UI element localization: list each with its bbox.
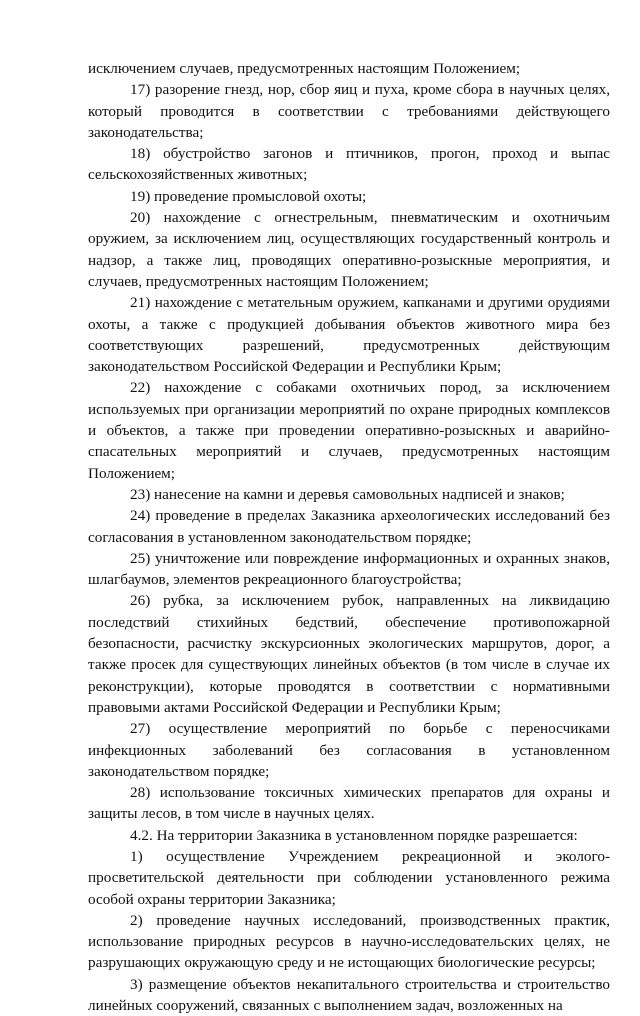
paragraph-item-21: 21) нахождение с метательным оружием, капканами и другими орудиями охоты, а также с продукцией добывания объектов животного мира без соответствующих разрешений, предусмотренных действующим законодательством Российской Федерации и Республики Крым;: [88, 294, 610, 376]
paragraph-item-24: 24) проведение в пределах Заказника археологических исследований без согласования в установленном законодательством порядке;: [88, 507, 610, 546]
paragraph-item-26: 26) рубка, за исключением рубок, направленных на ликвидацию последствий стихийных бедствий, обеспечение противопожарной безопасности, расчистку экскурсионных экологических маршрутов, дорог, а также просек для существующих линейных объектов (в том числе в случае их реконструкции), которые проводятся в соответствии с нормативными правовыми актами Российской Федерации и Республики Крым;: [88, 592, 610, 716]
document-page: [88, 58, 610, 1016]
paragraph-item-27: 27) осуществление мероприятий по борьбе с переносчиками инфекционных заболеваний без согласования в установленном законодательством порядке;: [88, 720, 610, 780]
paragraph-item-28: 28) использование токсичных химических препаратов для охраны и защиты лесов, в том числе в научных целях.: [88, 784, 610, 823]
paragraph-item-25: 25) уничтожение или повреждение информационных и охранных знаков, шлагбаумов, элементов рекреационного благоустройства;: [88, 549, 610, 589]
paragraph-item-22: 22) нахождение с собаками охотничьих пород, за исключением используемых при организации мероприятий по охране природных комплексов и объектов, а также при проведении оперативно-розыскных и аварийно-спасательных мероприятий и случаев, предусмотренных настоящим Положением;: [88, 379, 610, 482]
paragraph-allowed-2: 2) проведение научных исследований, производственных практик, использование природных ресурсов в научно-исследовательских целях, не разрушающих окружающую среду и не истощающих биологические ресурсы;: [88, 911, 610, 972]
paragraph-item-23: 23) нанесение на камни и деревья самовольных надписей и знаков;: [130, 485, 565, 503]
paragraph-item-17: 17) разорение гнезд, нор, сбор яиц и пуха, кроме сбора в научных целях, который проводится в соответствии с требованиями действующего законодательства;: [88, 81, 610, 141]
paragraph-item-18: 18) обустройство загонов и птичников, прогон, проход и выпас сельскохозяйственных животных;: [88, 145, 610, 184]
paragraph-continuation: исключением случаев, предусмотренных настоящим Положением;: [88, 60, 521, 77]
paragraph-allowed-1: 1) осуществление Учреждением рекреационной и эколого-просветительской деятельности при соблюдении установленного режима особой охраны территории Заказника;: [88, 847, 610, 908]
paragraph-allowed-3: 3) размещение объектов некапитального строительства и строительство линейных сооружений, связанных с выполнением задач, возложенных на: [88, 975, 610, 1015]
paragraph-item-20: 20) нахождение с огнестрельным, пневматическим и охотничьим оружием, за исключением лиц, осуществляющих государственный контроль и надзор, а также лиц, проводящих оперативно-розыскные мероприятия, и случаев, предусмотренных настоящим Положением;: [88, 209, 610, 290]
paragraph-item-19: 19) проведение промысловой охоты;: [130, 187, 367, 205]
section-heading-4-2: 4.2. На территории Заказника в установленном порядке разрешается:: [130, 826, 578, 844]
